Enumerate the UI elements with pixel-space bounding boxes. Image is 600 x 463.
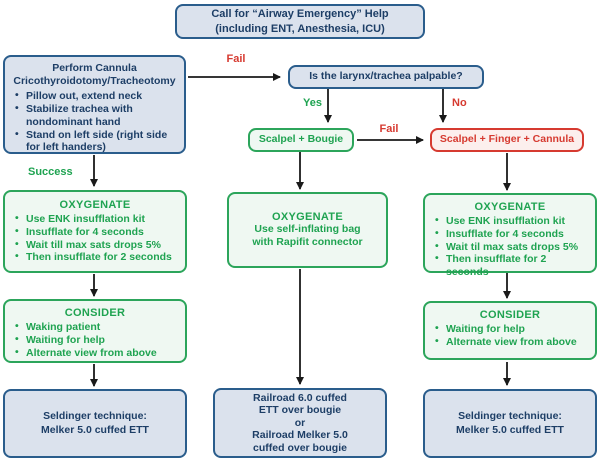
oxygenate-left-bullet: • Then insufflate for 2 seconds xyxy=(15,251,181,264)
oxygenate-left-bullet-list xyxy=(5,213,185,264)
scalpel-bougie-box xyxy=(248,128,354,152)
oxygenate-mid-line1: Use self-inflating bag xyxy=(254,222,361,235)
consider-left-box xyxy=(3,299,187,363)
consider-left-bullet-list xyxy=(5,321,185,359)
oxygenate-left-box xyxy=(3,190,187,273)
oxygenate-left-header: OXYGENATE xyxy=(59,199,131,211)
consider-left-bullet: • Waking patient xyxy=(15,321,181,334)
larynx-palpable-question: Is the larynx/trachea palpable? xyxy=(309,70,463,83)
outcome-mid-line: Railroad Melker 5.0 xyxy=(252,429,348,442)
oxygenate-right-bullet: • Wait til max sats drops 5% xyxy=(435,241,591,254)
consider-right-bullet: • Waiting for help xyxy=(435,323,591,336)
call-for-help-line2: (including ENT, Anesthesia, ICU) xyxy=(215,22,385,35)
edge-label-success: Success xyxy=(28,166,73,178)
edge-label-fail-mid: Fail xyxy=(379,123,399,135)
scalpel-finger-cannula-box xyxy=(430,128,584,152)
outcome-mid-line: ETT over bougie xyxy=(258,404,342,417)
consider-right-header: CONSIDER xyxy=(479,309,541,321)
consider-left-bullet: • Waiting for help xyxy=(15,334,181,347)
scalpel-bougie-label: Scalpel + Bougie xyxy=(258,133,344,146)
oxygenate-mid-box xyxy=(227,192,388,268)
outcome-right-line1: Seldinger technique: xyxy=(458,410,562,423)
outcome-mid-box xyxy=(213,388,387,458)
consider-left-bullet: • Alternate view from above xyxy=(15,347,181,360)
perform-cannula-bullet: • Stabilize trachea with nondominant hand xyxy=(15,103,180,129)
outcome-left-line1: Seldinger technique: xyxy=(43,410,147,423)
oxygenate-mid-header: OXYGENATE xyxy=(272,210,343,223)
oxygenate-right-box xyxy=(423,193,597,279)
outcome-left-box xyxy=(3,389,187,458)
outcome-mid-line: or xyxy=(294,416,306,429)
edge-label-yes: Yes xyxy=(303,97,322,109)
outcome-left-line2: Melker 5.0 cuffed ETT xyxy=(41,423,149,436)
oxygenate-left-bullet: • Wait till max sats drops 5% xyxy=(15,239,181,252)
oxygenate-left-bullet: • Insufflate for 4 seconds xyxy=(15,226,181,239)
outcome-mid-line: cuffed over bougie xyxy=(253,441,347,454)
scalpel-finger-cannula-label: Scalpel + Finger + Cannula xyxy=(439,133,575,146)
perform-cannula-title-line1: Perform Cannula xyxy=(52,62,137,74)
call-for-help-line1: Call for “Airway Emergency” Help xyxy=(211,7,389,20)
edge-label-no: No xyxy=(452,97,467,109)
oxygenate-mid-line2: with Rapifit connector xyxy=(252,236,363,248)
outcome-right-box xyxy=(423,389,597,458)
outcome-mid-line: Railroad 6.0 cuffed xyxy=(253,391,347,404)
larynx-palpable-question-box xyxy=(288,65,484,89)
consider-right-box xyxy=(423,301,597,360)
oxygenate-right-bullet: • Then insufflate for 2 seconds xyxy=(435,253,591,279)
outcome-right-line2: Melker 5.0 cuffed ETT xyxy=(456,423,564,436)
oxygenate-right-header: OXYGENATE xyxy=(474,201,546,213)
perform-cannula-bullet: • Stand on left side (right side for left handers) xyxy=(15,129,180,155)
perform-cannula-title-line2: Cricothyroidotomy/Tracheotomy xyxy=(13,75,176,88)
call-for-help-box xyxy=(175,4,425,39)
consider-right-bullet: • Alternate view from above xyxy=(435,336,591,349)
consider-left-header: CONSIDER xyxy=(64,307,126,319)
consider-right-bullet-list xyxy=(425,323,595,349)
oxygenate-right-bullet: • Insufflate for 4 seconds xyxy=(435,228,591,241)
oxygenate-right-bullet: • Use ENK insufflation kit xyxy=(435,215,591,228)
perform-cannula-bullet-list xyxy=(5,90,184,154)
oxygenate-right-bullet-list xyxy=(425,215,595,279)
perform-cannula-box xyxy=(3,55,186,154)
oxygenate-left-bullet: • Use ENK insufflation kit xyxy=(15,213,181,226)
edge-label-fail-top: Fail xyxy=(226,53,246,65)
perform-cannula-bullet: • Pillow out, extend neck xyxy=(15,90,180,103)
